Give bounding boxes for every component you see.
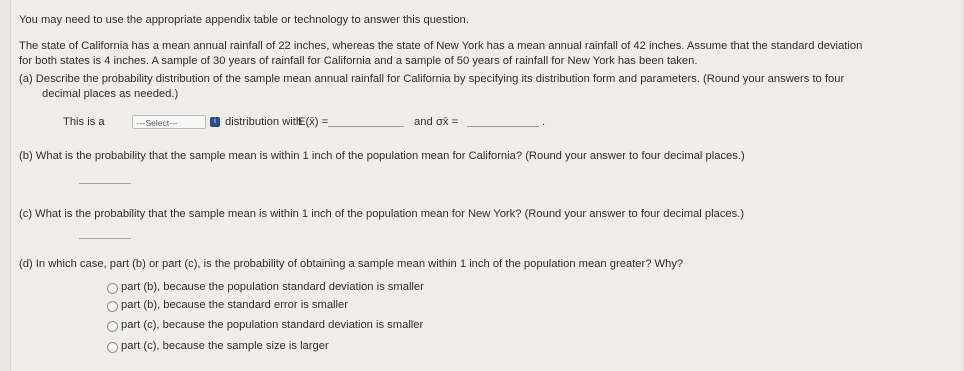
option-4-label: part (c), because the sample size is larger	[121, 340, 329, 352]
sigma-label: σx̄ =	[436, 116, 459, 128]
part-a-line-1: (a) Describe the probability distribution of the sample mean annual rainfall for California by specifying its distribution form and parameters. (Round your answers to four	[19, 73, 845, 85]
radio-option-2[interactable]	[107, 301, 118, 312]
part-d-text: (d) In which case, part (b) or part (c), is the probability of obtaining a sample mean within 1 inch of the population mean greater? Why?	[19, 258, 684, 270]
option-3-label: part (c), because the population standard deviation is smaller	[121, 319, 424, 331]
option-1-label: part (b), because the population standard deviation is smaller	[121, 281, 424, 293]
part-b-answer-input[interactable]	[79, 183, 131, 184]
problem-line-1: The state of California has a mean annual rainfall of 22 inches, whereas the state of New York has a mean annual rainfall of 42 inches. Assume that the standard deviation	[19, 40, 863, 52]
intro-text: You may need to use the appropriate appendix table or technology to answer this question.	[19, 14, 469, 26]
radio-option-3[interactable]	[107, 321, 118, 332]
radio-option-4[interactable]	[107, 342, 118, 353]
part-c-text: (c) What is the probability that the sample mean is within 1 inch of the population mean for New York? (Round your answer to four decimal places.)	[19, 208, 745, 220]
distribution-with-label: distribution with	[225, 116, 303, 128]
part-b-text: (b) What is the probability that the sample mean is within 1 inch of the population mean for California? (Round your answer to four decimal places.)	[19, 150, 745, 162]
question-panel	[10, 0, 961, 371]
part-a-line-2: decimal places as needed.)	[42, 88, 179, 100]
option-2-label: part (b), because the standard error is smaller	[121, 299, 348, 311]
part-c-answer-input[interactable]	[79, 238, 131, 239]
distribution-select[interactable]: ---Select---	[132, 115, 206, 129]
and-label: and	[414, 116, 433, 128]
this-is-a-label: This is a	[63, 116, 105, 128]
radio-option-1[interactable]	[107, 283, 118, 294]
standard-error-input[interactable]	[467, 126, 539, 127]
info-icon[interactable]: i	[210, 117, 220, 127]
period: .	[542, 116, 546, 128]
expected-value-input[interactable]	[328, 126, 404, 127]
expected-value-label: E(x̄) =	[298, 116, 329, 128]
problem-line-2: for both states is 4 inches. A sample of 30 years of rainfall for California and a sample of 50 years of rainfall for New York has been taken.	[19, 55, 698, 67]
